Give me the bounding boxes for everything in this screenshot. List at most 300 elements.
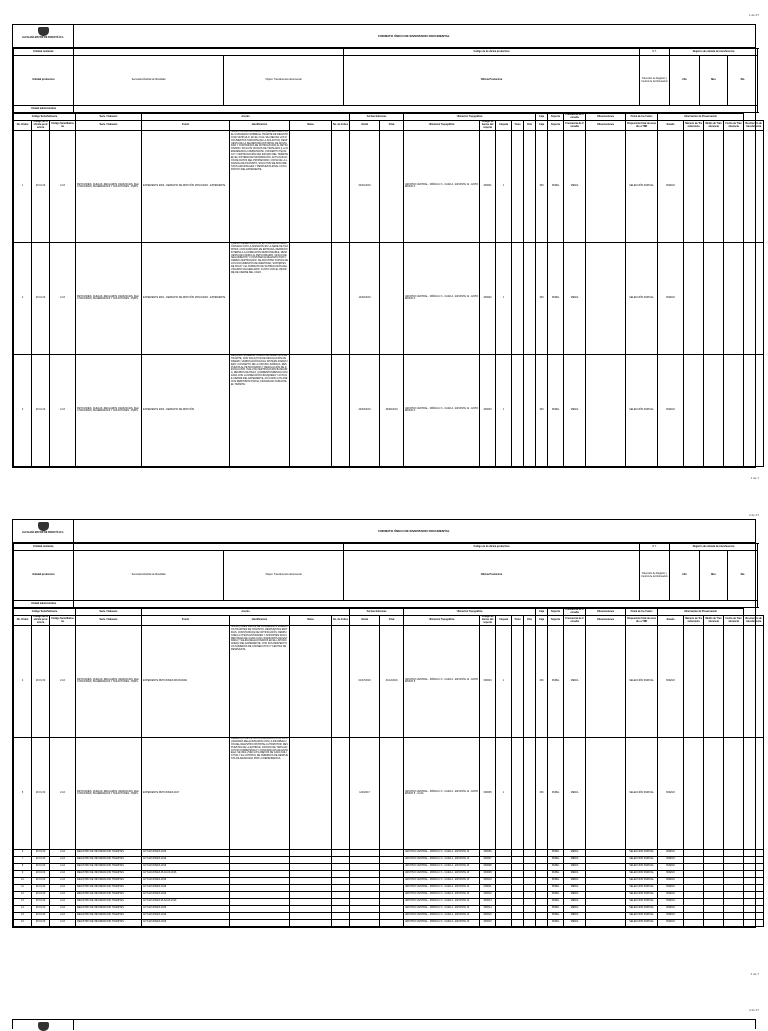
cell-preservacion bbox=[724, 905, 744, 912]
label-day: Día bbox=[728, 56, 758, 106]
inventory-sheet bbox=[12, 24, 762, 468]
cell-notas bbox=[290, 898, 332, 905]
cell-inicio: 1/02/2017 bbox=[350, 737, 380, 849]
cell-carpeta bbox=[496, 870, 512, 877]
cell-soporte: PAPEL bbox=[548, 912, 564, 919]
cell-inicio bbox=[350, 919, 380, 926]
cell-asunto: EXPEDIENTE PETICIONES 2017 bbox=[142, 737, 230, 849]
cell-folios bbox=[332, 891, 350, 898]
cell-disposicion: SELECCIÓN PARCIAL bbox=[626, 354, 658, 466]
cell-asunto: ACTUACIONES PLACAS 2016 bbox=[142, 898, 230, 905]
cell-preservacion bbox=[744, 849, 764, 856]
cell-asunto: ACTUACIONES 2016 bbox=[142, 912, 230, 919]
cell-observaciones bbox=[586, 884, 626, 891]
cell-preservacion bbox=[704, 625, 724, 737]
cell-identificacion bbox=[230, 919, 290, 926]
cell-tomo bbox=[512, 737, 524, 849]
label-year: Año bbox=[670, 56, 700, 106]
cell-carpeta bbox=[496, 919, 512, 926]
cell-disposicion: SELECCIÓN PARCIAL bbox=[626, 891, 658, 898]
cell-inicio bbox=[350, 863, 380, 870]
cell-final bbox=[380, 919, 404, 926]
cell-folios bbox=[332, 849, 350, 856]
cell-oficina: 29 01 00 bbox=[32, 905, 50, 912]
cell-preservacion bbox=[744, 625, 764, 737]
cell-observaciones bbox=[586, 849, 626, 856]
label-objeto: Objeto: Transferencia documental bbox=[224, 56, 344, 106]
cell-carpeta bbox=[496, 877, 512, 884]
cell-barras: 000007 bbox=[480, 856, 496, 863]
cell-estado: BUENO bbox=[658, 898, 684, 905]
cell-final bbox=[380, 130, 404, 242]
table-row bbox=[14, 863, 764, 870]
cell-notas bbox=[290, 856, 332, 863]
cell-no: 12 bbox=[14, 891, 32, 898]
cell-preservacion bbox=[724, 891, 744, 898]
label-objeto: Objeto: Transferencia documental bbox=[224, 551, 344, 601]
cell-no: 9 bbox=[14, 870, 32, 877]
cell-preservacion bbox=[744, 130, 764, 242]
cell-folios bbox=[332, 919, 350, 926]
cell-oficina: 29 01 00 bbox=[32, 891, 50, 898]
cell-preservacion bbox=[724, 849, 744, 856]
cell-observaciones bbox=[586, 870, 626, 877]
inventory-sheet bbox=[12, 519, 762, 928]
cell-otro bbox=[524, 737, 536, 849]
hdr-no-orden: No. Orden bbox=[14, 616, 32, 626]
page-footer: 1 de 7 bbox=[750, 476, 759, 480]
cell-preservacion bbox=[684, 849, 704, 856]
label-unidad-admin: Unidad administrativa bbox=[14, 601, 74, 608]
cell-inicio: 14/02/2019 bbox=[350, 242, 380, 354]
cell-frecuencia: MEDIA bbox=[564, 919, 586, 926]
hdr-estado: Estado bbox=[658, 616, 684, 626]
cell-identificacion: RECLAMO SOBRE EL COBRO DE DERECHOS DE TRÁMITE, CON SOLICITUD DE DEVOLUCIÓN DE DINERO, VERIFICACIÓN EN EL SISTEMA FINANCIERO, CONCEPTO DE LA OFICINA JURÍDICA, RESPUESTA AL PETICIONARIO Y RESOLUCIÓN DE DEVOLUCIÓN. INCLUYE CERTIFICACIÓN BANCARIA, RECIBOS DE PAGO, CORRESPONDENCIA CRUZADA CON LA DIRECCIÓN FINANCIERA Y ACTA DE CIERRE DEL EXPEDIENTE, ASÍ COMO LOS ANEXOS REMITIDOS POR EL CIUDADANO DURANTE EL TRÁMITE. bbox=[230, 354, 290, 466]
cell-observaciones bbox=[586, 625, 626, 737]
cell-notas bbox=[290, 130, 332, 242]
cell-codigo: 2-16 bbox=[50, 898, 76, 905]
hdr-serie-group: Serie / Subserie bbox=[76, 609, 142, 616]
cell-carpeta: 1 bbox=[496, 130, 512, 242]
cell-folios bbox=[332, 877, 350, 884]
cell-ubicacion: ARCHIVO CENTRAL - MÓDULO 3 - CARA A - ESTANTE 13 bbox=[404, 912, 480, 919]
label-registro: Registro de entrada de transferencia bbox=[670, 49, 758, 56]
cell-carpeta bbox=[496, 856, 512, 863]
cell-no: 15 bbox=[14, 912, 32, 919]
hdr-estado: Estado bbox=[658, 121, 684, 131]
cell-no: 16 bbox=[14, 919, 32, 926]
cell-serie: PETICIONES, QUEJAS, RECLAMOS, DENUNCIAS, FELICITACIONES, SUGERENCIAS Y SOLICITUDES - PQRS bbox=[76, 242, 142, 354]
cell-codigo: 2-16 bbox=[50, 625, 76, 737]
table-row bbox=[14, 354, 764, 466]
cell-ubicacion: ARCHIVO CENTRAL - MÓDULO 3 - CARA A - ESTANTE 13 bbox=[404, 891, 480, 898]
cell-asunto: EXPEDIENTE 0000 - DERECHO DE PETICIÓN MOVILIDAD - EXPEDIENTE bbox=[142, 130, 230, 242]
cell-identificacion bbox=[230, 863, 290, 870]
page-number: 3 de 67 bbox=[748, 1008, 759, 1012]
cell-otro bbox=[524, 242, 536, 354]
logo bbox=[13, 520, 74, 542]
cell-preservacion bbox=[684, 884, 704, 891]
form-title: FORMATO ÚNICO DE INVENTARIO DOCUMENTAL bbox=[378, 34, 450, 38]
hdr-fecha-trans: Fecha de Transferencia bbox=[724, 616, 744, 626]
cell-notas bbox=[290, 877, 332, 884]
cell-notas bbox=[290, 919, 332, 926]
cell-carpeta bbox=[496, 884, 512, 891]
hdr-resolucion: Resolución de transferencia bbox=[744, 121, 764, 131]
cell-preservacion bbox=[704, 863, 724, 870]
page-number: 2 de 67 bbox=[748, 513, 759, 517]
hdr-fechas: Fechas Extremas bbox=[350, 114, 404, 121]
cell-soporte: PAPEL bbox=[548, 856, 564, 863]
cell-soporte: PAPEL bbox=[548, 737, 564, 849]
cell-preservacion bbox=[744, 919, 764, 926]
cell-tomo bbox=[512, 354, 524, 466]
crest-icon bbox=[38, 27, 49, 36]
cell-otro bbox=[524, 905, 536, 912]
cell-preservacion bbox=[724, 130, 744, 242]
hdr-frecuencia: Frecuencia de Consulta bbox=[565, 113, 584, 120]
cell-oficina: 29 01 00 bbox=[32, 863, 50, 870]
cell-caja bbox=[536, 877, 548, 884]
cell-identificacion: SOLICITUDES VARIAS DE CIUDADANOS SOBRE LOS TRÁMITES DE TRÁNSITO, RESPUESTAS EMITIDAS, CONSTANCIAS DE NOTIFICACIÓN, REMISIONES A OTRAS ENTIDADES Y SOPORTES DOCUMENTALES DE CADA CASO. RADICADOS DE ENTRADA Y SALIDA RELACIONADOS EN EL LISTADO ANEXO DEL EXPEDIENTE, CON SUS RESPECTIVOS NÚMEROS DE CONSECUTIVO Y FECHAS DE RESPUESTA. bbox=[230, 625, 290, 737]
cell-frecuencia: MEDIA bbox=[564, 625, 586, 737]
cell-preservacion bbox=[724, 856, 744, 863]
cell-codigo: 2-16 bbox=[50, 891, 76, 898]
cell-codigo: 2-16 bbox=[50, 884, 76, 891]
cell-oficina: 29 01 00 bbox=[32, 919, 50, 926]
cell-identificacion bbox=[230, 884, 290, 891]
hdr-codigo-serie: Código Serie/Subserie bbox=[50, 121, 76, 131]
cell-notas bbox=[290, 891, 332, 898]
cell-observaciones bbox=[586, 905, 626, 912]
cell-observaciones bbox=[586, 912, 626, 919]
cell-otro bbox=[524, 891, 536, 898]
cell-observaciones bbox=[586, 737, 626, 849]
cell-folios bbox=[332, 884, 350, 891]
cell-notas bbox=[290, 912, 332, 919]
cell-otro bbox=[524, 354, 536, 466]
logo-text: ALCALDÍA MAYOR DE BOGOTÁ D.C. bbox=[21, 36, 65, 39]
cell-preservacion bbox=[704, 919, 724, 926]
cell-estado: BUENO bbox=[658, 905, 684, 912]
cell-serie: REGISTRO DE INFORMACIÓN TRÁMITES bbox=[76, 905, 142, 912]
cell-identificacion bbox=[230, 905, 290, 912]
cell-identificacion bbox=[230, 891, 290, 898]
cell-tomo bbox=[512, 919, 524, 926]
label-codigo: Código de la oficina productora bbox=[344, 49, 640, 56]
cell-asunto: EXPEDIENTE PETICIONES MOVILIDAD bbox=[142, 625, 230, 737]
hdr-soporte: Soporte bbox=[548, 609, 564, 616]
cell-preservacion bbox=[704, 856, 724, 863]
hdr-inicio: Inicial bbox=[350, 121, 380, 131]
cell-estado: BUENO bbox=[658, 863, 684, 870]
cell-preservacion bbox=[684, 737, 704, 849]
cell-otro bbox=[524, 898, 536, 905]
label-registro: Registro de entrada de transferencia bbox=[670, 544, 758, 551]
cell-soporte: PAPEL bbox=[548, 905, 564, 912]
cell-preservacion bbox=[704, 891, 724, 898]
cell-preservacion bbox=[744, 870, 764, 877]
label-month: Mes bbox=[700, 551, 728, 601]
hdr-folios: No. de Folios bbox=[332, 616, 350, 626]
cell-preservacion bbox=[724, 242, 744, 354]
cell-identificacion bbox=[230, 898, 290, 905]
cell-final bbox=[380, 856, 404, 863]
hdr-notas: Notas bbox=[290, 121, 332, 131]
cell-otro bbox=[524, 877, 536, 884]
hdr-frecuencia2: Frecuencia de Consulta bbox=[564, 121, 586, 131]
hdr-identificacion: Identificación bbox=[230, 616, 290, 626]
hdr-caja2: Caja bbox=[536, 616, 548, 626]
cell-frecuencia: MEDIA bbox=[564, 737, 586, 849]
cell-frecuencia: MEDIA bbox=[564, 891, 586, 898]
hdr-fondo: Fondo bbox=[142, 616, 230, 626]
cell-final bbox=[380, 737, 404, 849]
cell-disposicion: SELECCIÓN PARCIAL bbox=[626, 919, 658, 926]
hdr-ubicacion: Ubicación Topográfica bbox=[404, 609, 536, 616]
cell-notas bbox=[290, 354, 332, 466]
hdr-carpeta: Carpeta bbox=[496, 616, 512, 626]
cell-barras: 000015 bbox=[480, 912, 496, 919]
table-row bbox=[14, 898, 764, 905]
cell-codigo: 2-16 bbox=[50, 905, 76, 912]
crest-icon bbox=[38, 522, 49, 531]
cell-preservacion bbox=[704, 905, 724, 912]
cell-ubicacion: ARCHIVO CENTRAL - MÓDULO 3 - CARA A - ESTANTE 13 bbox=[404, 919, 480, 926]
cell-preservacion bbox=[684, 130, 704, 242]
cell-identificacion bbox=[230, 849, 290, 856]
cell-no: 4 bbox=[14, 625, 32, 737]
cell-estado: BUENO bbox=[658, 354, 684, 466]
document-page-2 bbox=[0, 500, 768, 1000]
cell-inicio: 02/01/2019 bbox=[350, 130, 380, 242]
cell-ubicacion: ARCHIVO CENTRAL - MÓDULO 3 - CARA A - ESTANTE 13 bbox=[404, 905, 480, 912]
cell-disposicion: SELECCIÓN PARCIAL bbox=[626, 625, 658, 737]
cell-frecuencia: MEDIA bbox=[564, 877, 586, 884]
cell-estado: BUENO bbox=[658, 884, 684, 891]
cell-disposicion: SELECCIÓN PARCIAL bbox=[626, 130, 658, 242]
label-entidad: Entidad remitente bbox=[14, 544, 74, 551]
hdr-disposicion: Disposición final de acuerdo a TRD bbox=[626, 616, 658, 626]
cell-oficina: 29 01 00 bbox=[32, 856, 50, 863]
cell-caja bbox=[536, 849, 548, 856]
cell-ubicacion: ARCHIVO CENTRAL - MÓDULO 3 - CARA A - ESTANTE 13 bbox=[404, 898, 480, 905]
cell-carpeta bbox=[496, 898, 512, 905]
cell-estado: BUENO bbox=[658, 849, 684, 856]
cell-barras: 000010 bbox=[480, 877, 496, 884]
cell-tomo bbox=[512, 130, 524, 242]
logo bbox=[13, 25, 74, 47]
cell-folios bbox=[332, 912, 350, 919]
cell-notas bbox=[290, 905, 332, 912]
cell-preservacion bbox=[684, 877, 704, 884]
value-oficina: Dirección de Registro y Control de la Información bbox=[640, 551, 670, 601]
label-codigo: Código de la oficina productora bbox=[344, 544, 640, 551]
cell-preservacion bbox=[684, 856, 704, 863]
cell-serie: REGISTRO DE INFORMACIÓN TRÁMITES bbox=[76, 912, 142, 919]
cell-observaciones bbox=[586, 863, 626, 870]
hdr-soporte2: Soporte bbox=[548, 616, 564, 626]
hdr-barras: Código de barras del soporte bbox=[480, 121, 496, 131]
cell-preservacion bbox=[744, 912, 764, 919]
cell-ubicacion: ARCHIVO CENTRAL - MÓDULO 3 - CARA A - ESTANTE 13 bbox=[404, 877, 480, 884]
cell-preservacion bbox=[704, 912, 724, 919]
cell-tomo bbox=[512, 863, 524, 870]
cell-serie: REGISTRO DE INFORMACIÓN TRÁMITES bbox=[76, 877, 142, 884]
cell-observaciones bbox=[586, 877, 626, 884]
cell-notas bbox=[290, 625, 332, 737]
cell-inicio bbox=[350, 849, 380, 856]
cell-final bbox=[380, 884, 404, 891]
cell-frecuencia: MEDIA bbox=[564, 130, 586, 242]
cell-serie: REGISTRO DE INFORMACIÓN TRÁMITES bbox=[76, 919, 142, 926]
cell-no: 1 bbox=[14, 130, 32, 242]
cell-soporte: PAPEL bbox=[548, 891, 564, 898]
cell-estado: BUENO bbox=[658, 912, 684, 919]
label-entidad-productora: Entidad productora bbox=[14, 56, 74, 106]
hdr-otro: Otro bbox=[524, 121, 536, 131]
cell-oficina: 29 01 00 bbox=[32, 912, 50, 919]
cell-soporte: PAPEL bbox=[548, 898, 564, 905]
hdr-identificacion: Identificación bbox=[230, 121, 290, 131]
cell-final bbox=[380, 877, 404, 884]
cell-final: 30/06/2019 bbox=[380, 354, 404, 466]
document-page-1 bbox=[0, 0, 768, 500]
cell-carpeta: 1 bbox=[496, 354, 512, 466]
cell-frecuencia: MEDIA bbox=[564, 884, 586, 891]
cell-final: 31/12/2019 bbox=[380, 625, 404, 737]
cell-folios bbox=[332, 625, 350, 737]
cell-ubicacion: ARCHIVO CENTRAL - MÓDULO 3 - CARA A - ESTANTE 13 bbox=[404, 856, 480, 863]
cell-notas bbox=[290, 242, 332, 354]
cell-barras: 000006 bbox=[480, 849, 496, 856]
cell-final bbox=[380, 870, 404, 877]
cell-oficina: 29 01 00 bbox=[32, 130, 50, 242]
cell-ubicacion: ARCHIVO CENTRAL - MÓDULO 3 - CARA A - ESTANTE 12 - ENTREPAÑO 4 bbox=[404, 354, 480, 466]
cell-tomo bbox=[512, 877, 524, 884]
hdr-final: Final bbox=[380, 121, 404, 131]
cell-folios bbox=[332, 863, 350, 870]
cell-identificacion bbox=[230, 870, 290, 877]
table-row bbox=[14, 625, 764, 737]
cell-ubicacion: ARCHIVO CENTRAL - MÓDULO 3 - CARA A - ESTANTE 13 bbox=[404, 884, 480, 891]
cell-barras: 000016 bbox=[480, 919, 496, 926]
cell-folios bbox=[332, 905, 350, 912]
cell-identificacion bbox=[230, 877, 290, 884]
cell-inicio bbox=[350, 856, 380, 863]
cell-preservacion bbox=[704, 877, 724, 884]
cell-asunto: ACTUACIONES 2016 bbox=[142, 905, 230, 912]
cell-notas bbox=[290, 884, 332, 891]
cell-ubicacion: ARCHIVO CENTRAL - MÓDULO 3 - CARA A - ESTANTE 13 bbox=[404, 863, 480, 870]
cell-oficina: 29 01 00 bbox=[32, 870, 50, 877]
cell-folios bbox=[332, 130, 350, 242]
cell-estado: BUENO bbox=[658, 625, 684, 737]
cell-preservacion bbox=[704, 870, 724, 877]
cell-inicio bbox=[350, 877, 380, 884]
cell-caja bbox=[536, 856, 548, 863]
hdr-soporte: Soporte bbox=[548, 114, 564, 121]
cell-preservacion bbox=[724, 898, 744, 905]
value-nt: N.T. bbox=[640, 49, 670, 56]
table-row bbox=[14, 242, 764, 354]
cell-codigo: 2-16 bbox=[50, 877, 76, 884]
hdr-otro: Otro bbox=[524, 616, 536, 626]
cell-tomo bbox=[512, 625, 524, 737]
cell-frecuencia: MEDIA bbox=[564, 242, 586, 354]
cell-carpeta bbox=[496, 891, 512, 898]
table-row bbox=[14, 905, 764, 912]
label-month: Mes bbox=[700, 56, 728, 106]
cell-codigo: 2-16 bbox=[50, 354, 76, 466]
cell-no: 2 bbox=[14, 242, 32, 354]
hdr-carpeta: Carpeta bbox=[496, 121, 512, 131]
cell-preservacion bbox=[724, 737, 744, 849]
cell-soporte: PAPEL bbox=[548, 849, 564, 856]
cell-frecuencia: MEDIA bbox=[564, 863, 586, 870]
cell-caja: 345 bbox=[536, 242, 548, 354]
cell-soporte: PAPEL bbox=[548, 863, 564, 870]
hdr-observaciones2: Observaciones bbox=[586, 616, 626, 626]
cell-preservacion bbox=[684, 905, 704, 912]
cell-disposicion: SELECCIÓN PARCIAL bbox=[626, 912, 658, 919]
cell-codigo: 2-16 bbox=[50, 870, 76, 877]
table-row bbox=[14, 877, 764, 884]
cell-preservacion bbox=[684, 625, 704, 737]
cell-frecuencia: MEDIA bbox=[564, 905, 586, 912]
cell-preservacion bbox=[724, 354, 744, 466]
cell-barras: 000004 bbox=[480, 625, 496, 737]
cell-caja: 346 bbox=[536, 625, 548, 737]
cell-asunto: ACTUACIONES 2016 bbox=[142, 919, 230, 926]
cell-no: 10 bbox=[14, 877, 32, 884]
hdr-observaciones2: Observaciones bbox=[586, 121, 626, 131]
hdr-asunto: Asunto bbox=[142, 609, 350, 616]
hdr-firma: Firma de los Folios bbox=[626, 114, 658, 121]
cell-final bbox=[380, 912, 404, 919]
cell-caja: 346 bbox=[536, 737, 548, 849]
meta-table bbox=[13, 48, 758, 113]
cell-soporte: PAPEL bbox=[548, 242, 564, 354]
cell-frecuencia: MEDIA bbox=[564, 912, 586, 919]
cell-asunto: ACTUACIONES 2016 bbox=[142, 863, 230, 870]
cell-carpeta bbox=[496, 912, 512, 919]
cell-estado: BUENO bbox=[658, 737, 684, 849]
cell-preservacion bbox=[684, 912, 704, 919]
cell-otro bbox=[524, 625, 536, 737]
cell-asunto: ACTUACIONES 2016 bbox=[142, 849, 230, 856]
cell-asunto: EXPEDIENTE 0002 - DERECHO DE PETICIÓN bbox=[142, 354, 230, 466]
cell-preservacion bbox=[744, 891, 764, 898]
hdr-soporte2: Soporte bbox=[548, 121, 564, 131]
table-row bbox=[14, 891, 764, 898]
cell-preservacion bbox=[744, 354, 764, 466]
cell-ubicacion: ARCHIVO CENTRAL - MÓDULO 3 - CARA A - ESTANTE 12 - ENTREPAÑO 5 - CAJA bbox=[404, 737, 480, 849]
hdr-caja2: Caja bbox=[536, 121, 548, 131]
cell-preservacion bbox=[684, 354, 704, 466]
hdr-caja: Caja bbox=[536, 114, 548, 121]
cell-preservacion bbox=[684, 863, 704, 870]
cell-otro bbox=[524, 919, 536, 926]
cell-preservacion bbox=[704, 884, 724, 891]
cell-barras: 000001 bbox=[480, 130, 496, 242]
hdr-frecuencia: Frecuencia de Consulta bbox=[565, 608, 584, 615]
cell-serie: REGISTRO DE INFORMACIÓN TRÁMITES bbox=[76, 856, 142, 863]
cell-preservacion bbox=[684, 891, 704, 898]
cell-otro bbox=[524, 130, 536, 242]
logo-text: ALCALDÍA MAYOR DE BOGOTÁ D.C. bbox=[21, 531, 65, 534]
cell-oficina: 29 01 00 bbox=[32, 625, 50, 737]
